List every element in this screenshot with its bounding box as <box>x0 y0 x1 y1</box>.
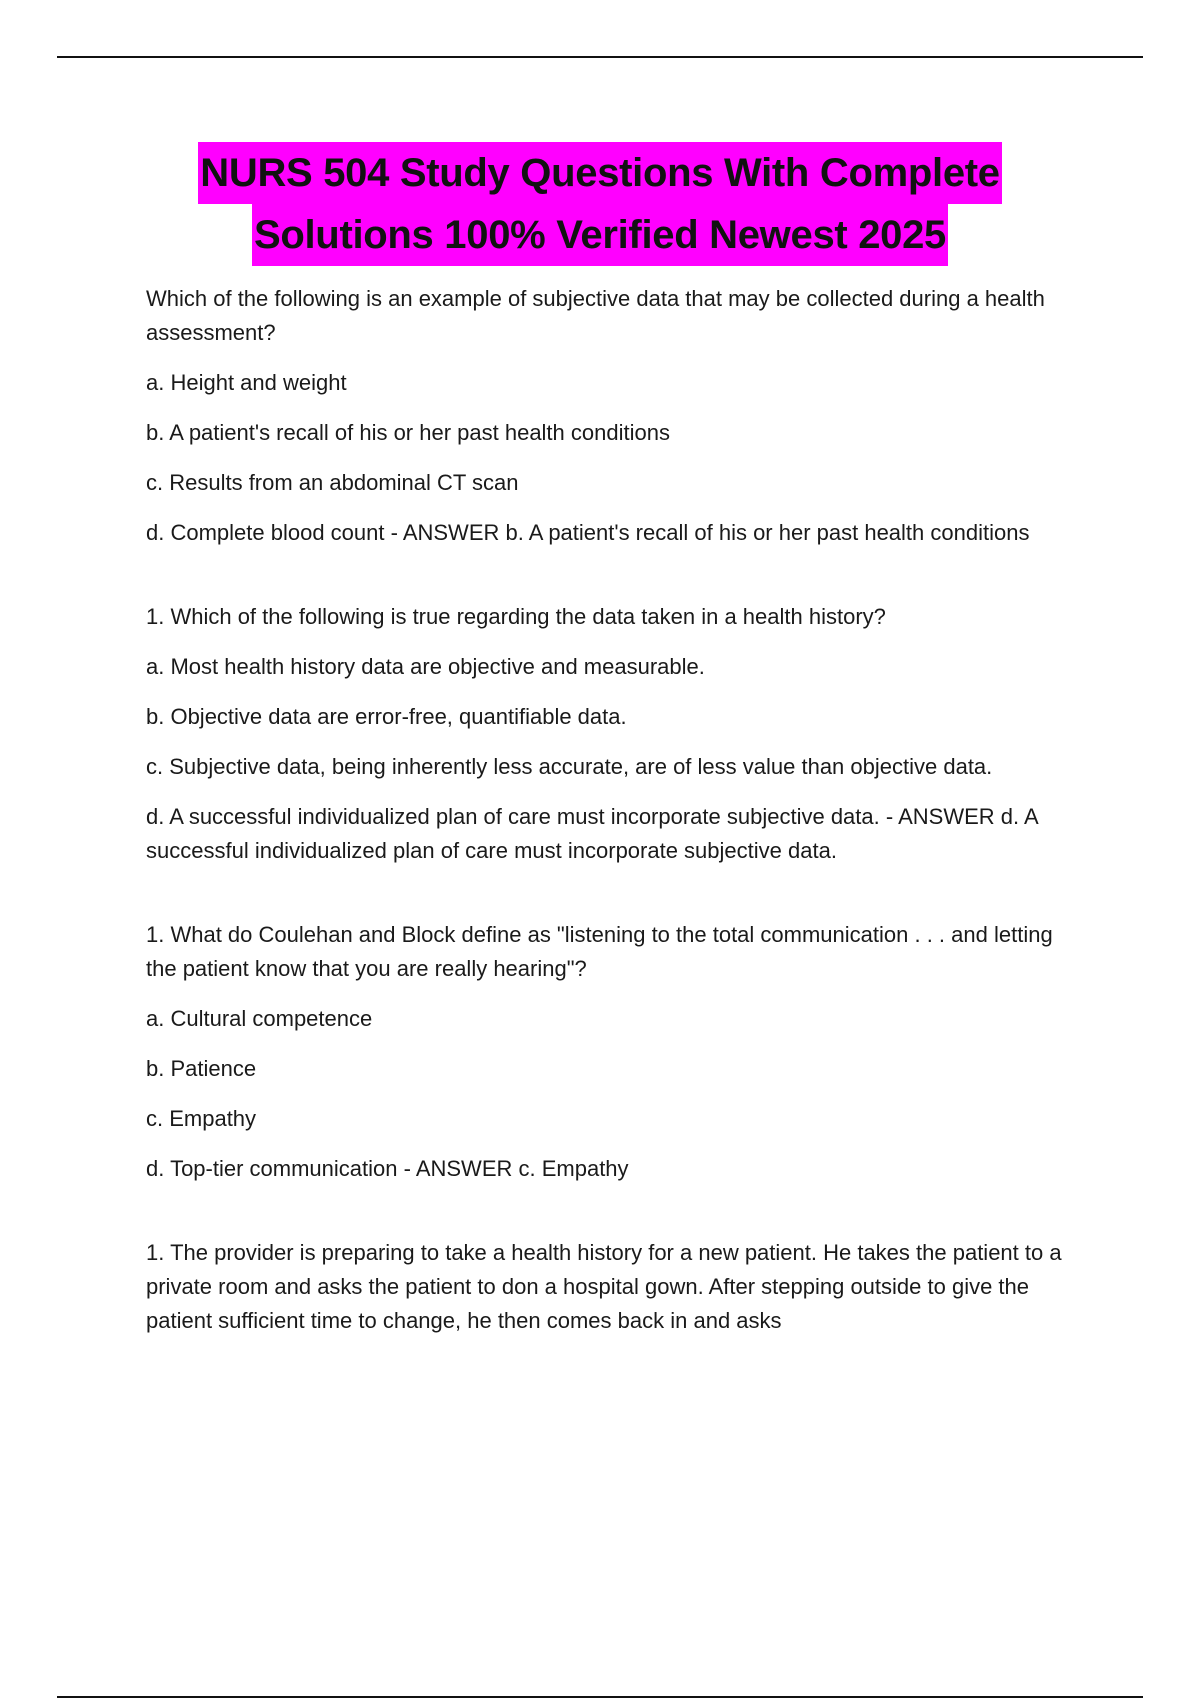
question-text: 1. Which of the following is true regarding the data taken in a health history? <box>146 604 886 629</box>
question-block <box>146 600 1076 868</box>
title-line-2: Solutions 100% Verified Newest 2025 <box>252 204 948 266</box>
answer-option: a. Cultural competence <box>146 1006 373 1031</box>
answer-option: b. Patience <box>146 1056 257 1081</box>
document-title <box>60 142 1140 266</box>
answer-option: b. Objective data are error-free, quantifiable data. <box>146 704 627 729</box>
bottom-rule <box>57 1696 1143 1698</box>
question-text: 1. The provider is preparing to take a health history for a new patient. He takes the patient to a private room and asks the patient to don a hospital gown. After stepping outside to give the patient sufficient time to change, he then comes back in and asks <box>146 1240 1062 1333</box>
answer-option: d. A successful individualized plan of care must incorporate subjective data. - ANSWER d. A successful individualized plan of care must incorporate subjective data. <box>146 804 1038 863</box>
answer-option: c. Subjective data, being inherently less accurate, are of less value than objective data. <box>146 754 993 779</box>
top-rule <box>57 56 1143 58</box>
answer-option: d. Complete blood count - ANSWER b. A patient's recall of his or her past health conditions <box>146 520 1030 545</box>
document-body <box>146 282 1076 1354</box>
question-text: 1. What do Coulehan and Block define as "listening to the total communication . . . and letting the patient know that you are really hearing"? <box>146 922 1053 981</box>
title-line-1: NURS 504 Study Questions With Complete <box>198 142 1001 204</box>
question-block <box>146 282 1076 550</box>
answer-option: b. A patient's recall of his or her past health conditions <box>146 420 670 445</box>
answer-option: a. Most health history data are objective and measurable. <box>146 654 705 679</box>
question-block <box>146 918 1076 1186</box>
answer-option: c. Empathy <box>146 1106 257 1131</box>
answer-option: a. Height and weight <box>146 370 347 395</box>
answer-option: d. Top-tier communication - ANSWER c. Empathy <box>146 1156 629 1181</box>
question-block <box>146 1236 1076 1338</box>
answer-option: c. Results from an abdominal CT scan <box>146 470 519 495</box>
question-text: Which of the following is an example of subjective data that may be collected during a health assessment? <box>146 286 1045 345</box>
